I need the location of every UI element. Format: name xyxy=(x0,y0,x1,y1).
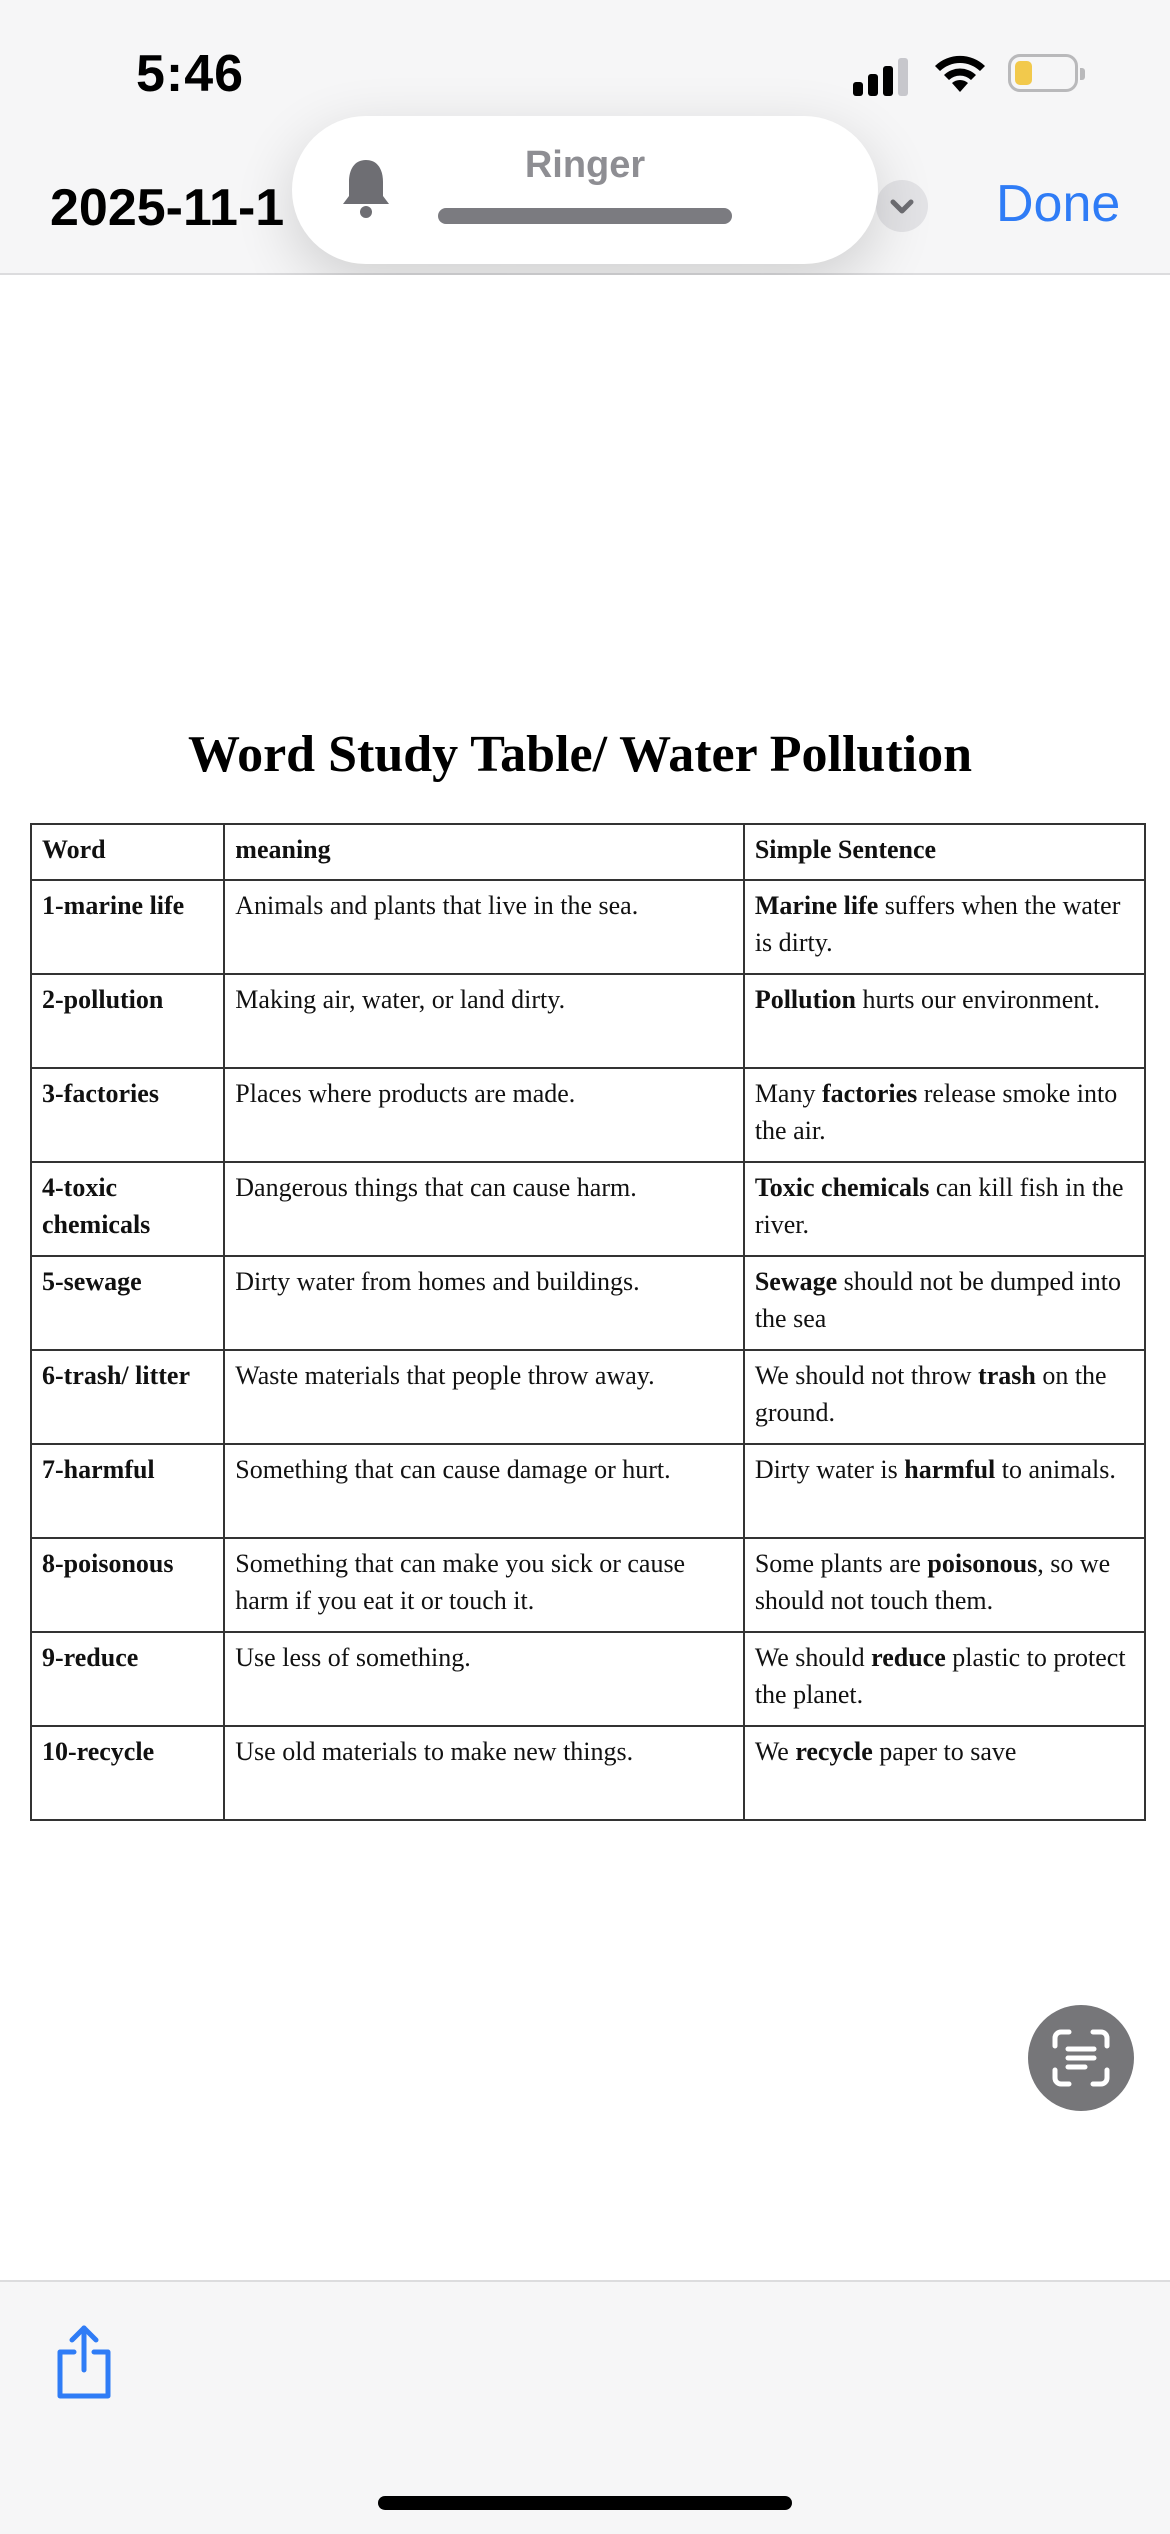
ringer-label: Ringer xyxy=(524,144,646,186)
word-cell: 8-poisonous xyxy=(31,1538,224,1632)
chevron-down-icon xyxy=(876,180,928,232)
ringer-volume-bar xyxy=(438,208,732,224)
word-cell: 4-toxic chemicals xyxy=(31,1162,224,1256)
table-row xyxy=(31,1632,1145,1726)
sentence-rest: release smoke into the air. xyxy=(754,1079,1118,1145)
sentence-keyword: trash xyxy=(978,1361,1036,1390)
word-cell: 2-pollution xyxy=(31,974,224,1068)
home-indicator xyxy=(378,2496,792,2510)
sentence-keyword: harmful xyxy=(904,1455,996,1484)
done-button[interactable]: Done xyxy=(996,175,1121,233)
column-header: meaning xyxy=(224,824,744,880)
sentence-keyword: Marine life xyxy=(754,891,879,920)
sentence-rest: can kill fish in the river. xyxy=(754,1173,1124,1239)
meaning-cell: Something that can make you sick or cause harm if you eat it or touch it. xyxy=(224,1538,744,1632)
sentence-cell xyxy=(744,1726,1145,1820)
table-row xyxy=(31,1162,1145,1256)
meaning-cell: Animals and plants that live in the sea. xyxy=(224,880,744,974)
meaning-cell: Waste materials that people throw away. xyxy=(224,1350,744,1444)
battery-icon xyxy=(1008,54,1078,92)
sentence-cell xyxy=(744,1068,1145,1162)
word-cell: 5-sewage xyxy=(31,1256,224,1350)
column-header: Word xyxy=(31,824,224,880)
sentence-cell xyxy=(744,1256,1145,1350)
sentence-cell xyxy=(744,1538,1145,1632)
live-text-icon xyxy=(1051,2028,1111,2088)
wifi-icon xyxy=(932,52,988,94)
sentence-rest: on the ground. xyxy=(754,1361,1107,1427)
title-menu-button[interactable] xyxy=(876,180,928,232)
sentence-rest: paper to save xyxy=(872,1737,1017,1766)
meaning-cell: Something that can cause damage or hurt. xyxy=(224,1444,744,1538)
meaning-cell: Dangerous things that can cause harm. xyxy=(224,1162,744,1256)
sentence-rest: , so we should not touch them. xyxy=(754,1549,1111,1615)
table-title: Word Study Table/ Water Pollution xyxy=(187,726,973,783)
sentence-cell xyxy=(744,1444,1145,1538)
word-cell: 1-marine life xyxy=(31,880,224,974)
word-cell: 6-trash/ litter xyxy=(31,1350,224,1444)
status-time: 5:46 xyxy=(136,45,245,103)
sentence-prefix: Some plants are xyxy=(754,1549,928,1578)
ringer-hud xyxy=(292,116,878,264)
table-header-row xyxy=(31,824,1145,880)
table-row xyxy=(31,880,1145,974)
sentence-keyword: Toxic chemicals xyxy=(754,1173,930,1202)
sentence-prefix: We should xyxy=(754,1643,872,1672)
table-row xyxy=(31,974,1145,1068)
word-cell: 9-reduce xyxy=(31,1632,224,1726)
sentence-keyword: reduce xyxy=(871,1643,946,1672)
meaning-cell: Dirty water from homes and buildings. xyxy=(224,1256,744,1350)
word-study-table xyxy=(30,823,1146,1821)
document-title[interactable]: 2025-11-1 xyxy=(50,179,285,237)
word-cell: 10-recycle xyxy=(31,1726,224,1820)
cellular-signal-icon xyxy=(853,56,913,96)
word-cell: 7-harmful xyxy=(31,1444,224,1538)
table-row xyxy=(31,1068,1145,1162)
word-cell: 3-factories xyxy=(31,1068,224,1162)
sentence-prefix: We should not throw xyxy=(754,1361,979,1390)
live-text-button[interactable] xyxy=(1028,2005,1134,2111)
share-icon[interactable] xyxy=(52,2322,116,2402)
table-row xyxy=(31,1538,1145,1632)
sentence-rest: plastic to protect the planet. xyxy=(754,1643,1126,1709)
sentence-keyword: factories xyxy=(821,1079,918,1108)
document-page xyxy=(0,275,1170,2280)
table-row xyxy=(31,1256,1145,1350)
sentence-keyword: Pollution xyxy=(754,985,856,1014)
bottom-toolbar xyxy=(0,2280,1170,2534)
sentence-cell xyxy=(744,1162,1145,1256)
sentence-keyword: recycle xyxy=(795,1737,873,1766)
sentence-rest: hurts our environment. xyxy=(855,985,1101,1014)
sentence-prefix: Many xyxy=(754,1079,822,1108)
sentence-keyword: poisonous xyxy=(927,1549,1038,1578)
meaning-cell: Making air, water, or land dirty. xyxy=(224,974,744,1068)
sentence-cell xyxy=(744,1350,1145,1444)
meaning-cell: Use old materials to make new things. xyxy=(224,1726,744,1820)
sentence-cell xyxy=(744,880,1145,974)
sentence-prefix: We xyxy=(754,1737,796,1766)
meaning-cell: Use less of something. xyxy=(224,1632,744,1726)
status-bar xyxy=(0,0,1170,130)
table-row xyxy=(31,1444,1145,1538)
meaning-cell: Places where products are made. xyxy=(224,1068,744,1162)
sentence-rest: should not be dumped into the sea xyxy=(754,1267,1121,1333)
sentence-cell xyxy=(744,974,1145,1068)
sentence-rest: to animals. xyxy=(995,1455,1116,1484)
table-row xyxy=(31,1726,1145,1820)
sentence-keyword: Sewage xyxy=(754,1267,838,1296)
table-row xyxy=(31,1350,1145,1444)
column-header: Simple Sentence xyxy=(744,824,1145,880)
sentence-rest: suffers when the water is dirty. xyxy=(754,891,1121,957)
sentence-prefix: Dirty water is xyxy=(754,1455,905,1484)
sentence-cell xyxy=(744,1632,1145,1726)
